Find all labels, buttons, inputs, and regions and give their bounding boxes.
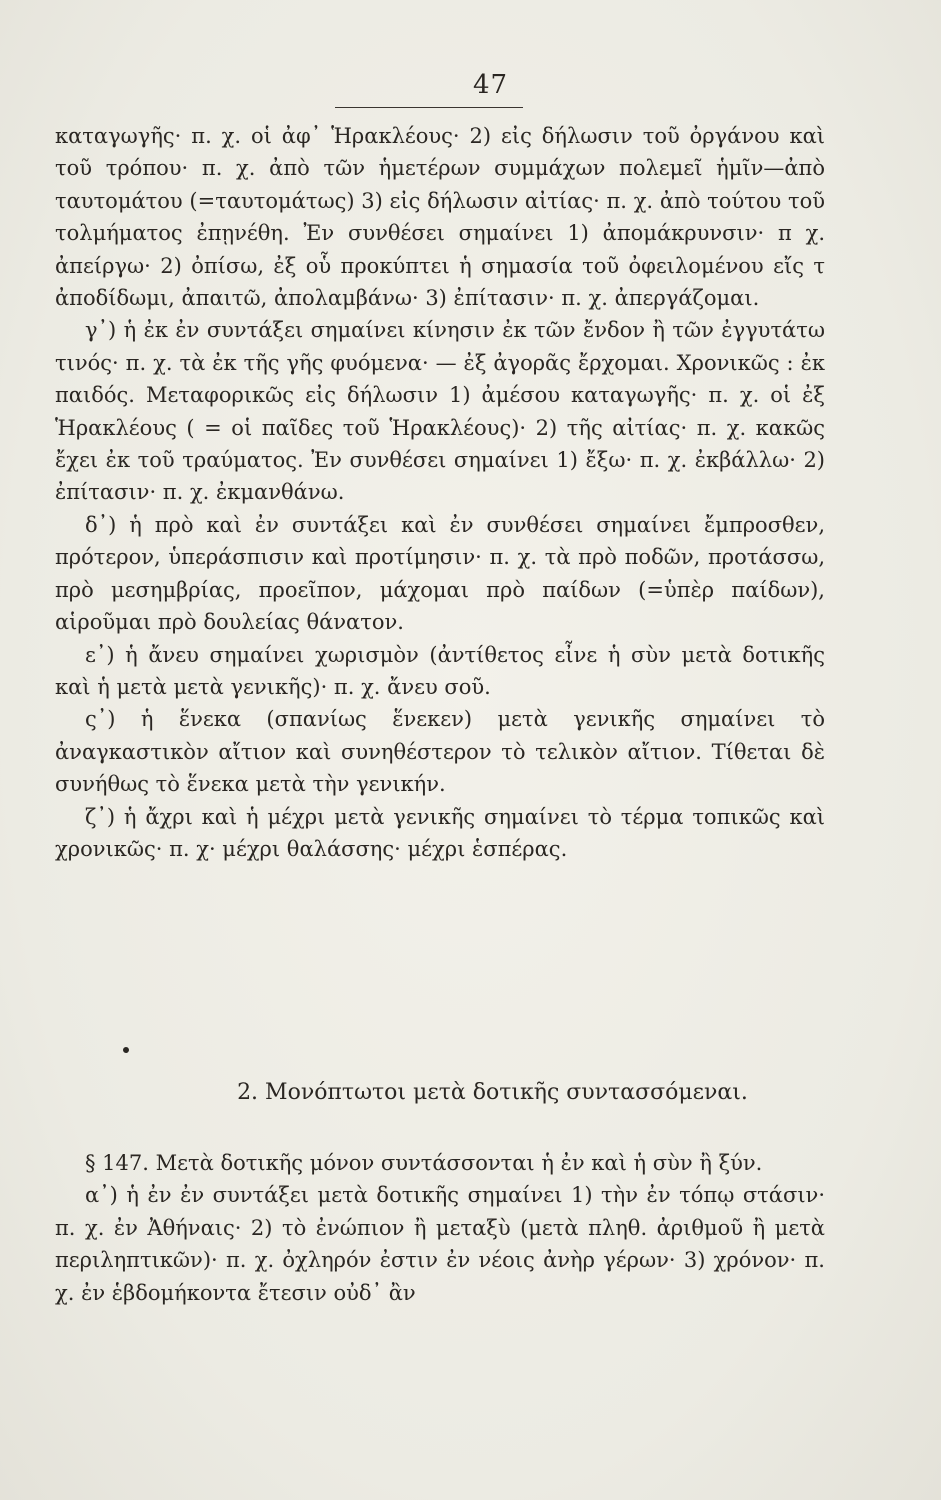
paragraph-epsilon: ε᾽) ἡ ἄνευ σημαίνει χωρισμὸν (ἀντίθετος εἶνε ἡ σὺν μετὰ δοτικῆς καὶ ἡ μετὰ μετὰ γενικῆς)· π. χ. ἄνευ σοῦ.	[55, 642, 825, 699]
ink-dot	[123, 1047, 129, 1053]
section-heading: 2. Μονόπτωτοι μετὰ δοτικῆς συντασσόμεναι.	[237, 1080, 748, 1105]
paragraph-stigma: ς᾽) ἡ ἕνεκα (σπανίως ἕνεκεν) μετὰ γενικῆς σημαίνει τὸ ἀναγκαστικὸν αἴτιον καὶ συνηθέστερον τὸ τελικὸν αἴτιον. Τίθεται δὲ συνήθως τὸ ἕνεκα μετὰ τὴν γενικήν.	[55, 707, 825, 797]
paragraph-gamma: γ᾽) ἡ ἐκ ἐν συντάξει σημαίνει κίνησιν ἐκ τῶν ἔνδον ἢ τῶν ἐγγυτάτω τινός· π. χ. τὰ ἐκ τῆς γῆς φυόμενα· — ἐξ ἀγορᾶς ἔρχομαι. Χρονικῶς : ἐκ παιδός. Μεταφορικῶς εἰς δήλωσιν 1) ἀμέσου καταγωγῆς· π. χ. οἱ ἐξ Ἡρακλέους ( = οἱ παῖδες τοῦ Ἡρακλέους)· 2) τῆς αἰτίας· π. χ. κακῶς ἔχει ἐκ τοῦ τραύματος. Ἐν συνθέσει σημαίνει 1) ἔξω· π. χ. ἐκβάλλω· 2) ἐπίτασιν· π. χ. ἐκμανθάνω.	[55, 318, 825, 505]
body-text-top	[55, 120, 825, 865]
paragraph-section-147: § 147. Μετὰ δοτικῆς μόνον συντάσσονται ἡ ἐν καὶ ἡ σὺν ἢ ξύν.	[85, 1151, 763, 1175]
paragraph-delta: δ᾽) ἡ πρὸ καὶ ἐν συντάξει καὶ ἐν συνθέσει σημαίνει ἔμπροσθεν, πρότερον, ὑπεράσπισιν καὶ προτίμησιν· π. χ. τὰ πρὸ ποδῶν, προτάσσω, πρὸ μεσημβρίας, προεῖπον, μάχομαι πρὸ παίδων (=ὑπὲρ παίδων), αἱροῦμαι πρὸ δουλείας θάνατον.	[55, 512, 825, 635]
page-number: 47	[472, 70, 509, 100]
paragraph-zeta: ζ᾽) ἡ ἄχρι καὶ ἡ μέχρι μετὰ γενικῆς σημαίνει τὸ τέρμα τοπικῶς καὶ χρονικῶς· π. χ· μέχρι θαλάσσης· μέχρι ἑσπέρας.	[55, 804, 825, 861]
paragraph-continued: καταγωγῆς· π. χ. οἱ ἀφ᾽ Ἡρακλέους· 2) εἰς δήλωσιν τοῦ ὀργάνου καὶ τοῦ τρόπου· π. χ. ἀπὸ τῶν ἡμετέρων συμμάχων πολεμεῖ ἡμῖν—ἀπὸ ταυτομάτου (=ταυτομάτως) 3) εἰς δήλωσιν αἰτίας· π. χ. ἀπὸ τούτου τοῦ τολμήματος ἐπῃνέθη. Ἐν συνθέσει σημαίνει 1) ἀπομάκρυνσιν· π χ. ἀπείργω· 2) ὀπίσω, ἐξ οὗ προκύπτει ἡ σημασία τοῦ ὀφειλομένου εἴς τ ἀποδίδωμι, ἀπαιτῶ, ἀπολαμβάνω· 3) ἐπίτασιν· π. χ. ἀπεργάζομαι.	[55, 124, 825, 311]
body-text-bottom	[55, 1147, 825, 1309]
header-rule	[335, 107, 523, 108]
paragraph-alpha: α᾽) ἡ ἐν ἐν συντάξει μετὰ δοτικῆς σημαίνει 1) τὴν ἐν τόπῳ στάσιν· π. χ. ἐν Ἀθήναις· 2) τὸ ἐνώπιον ἢ μεταξὺ (μετὰ πληθ. ἀριθμοῦ ἢ μετὰ περιληπτικῶν)· π. χ. ὀχληρόν ἐστιν ἐν νέοις ἀνὴρ γέρων· 3) χρόνον· π. χ. ἐν ἑβδομήκοντα ἔτεσιν οὐδ᾽ ἂν	[55, 1183, 825, 1305]
